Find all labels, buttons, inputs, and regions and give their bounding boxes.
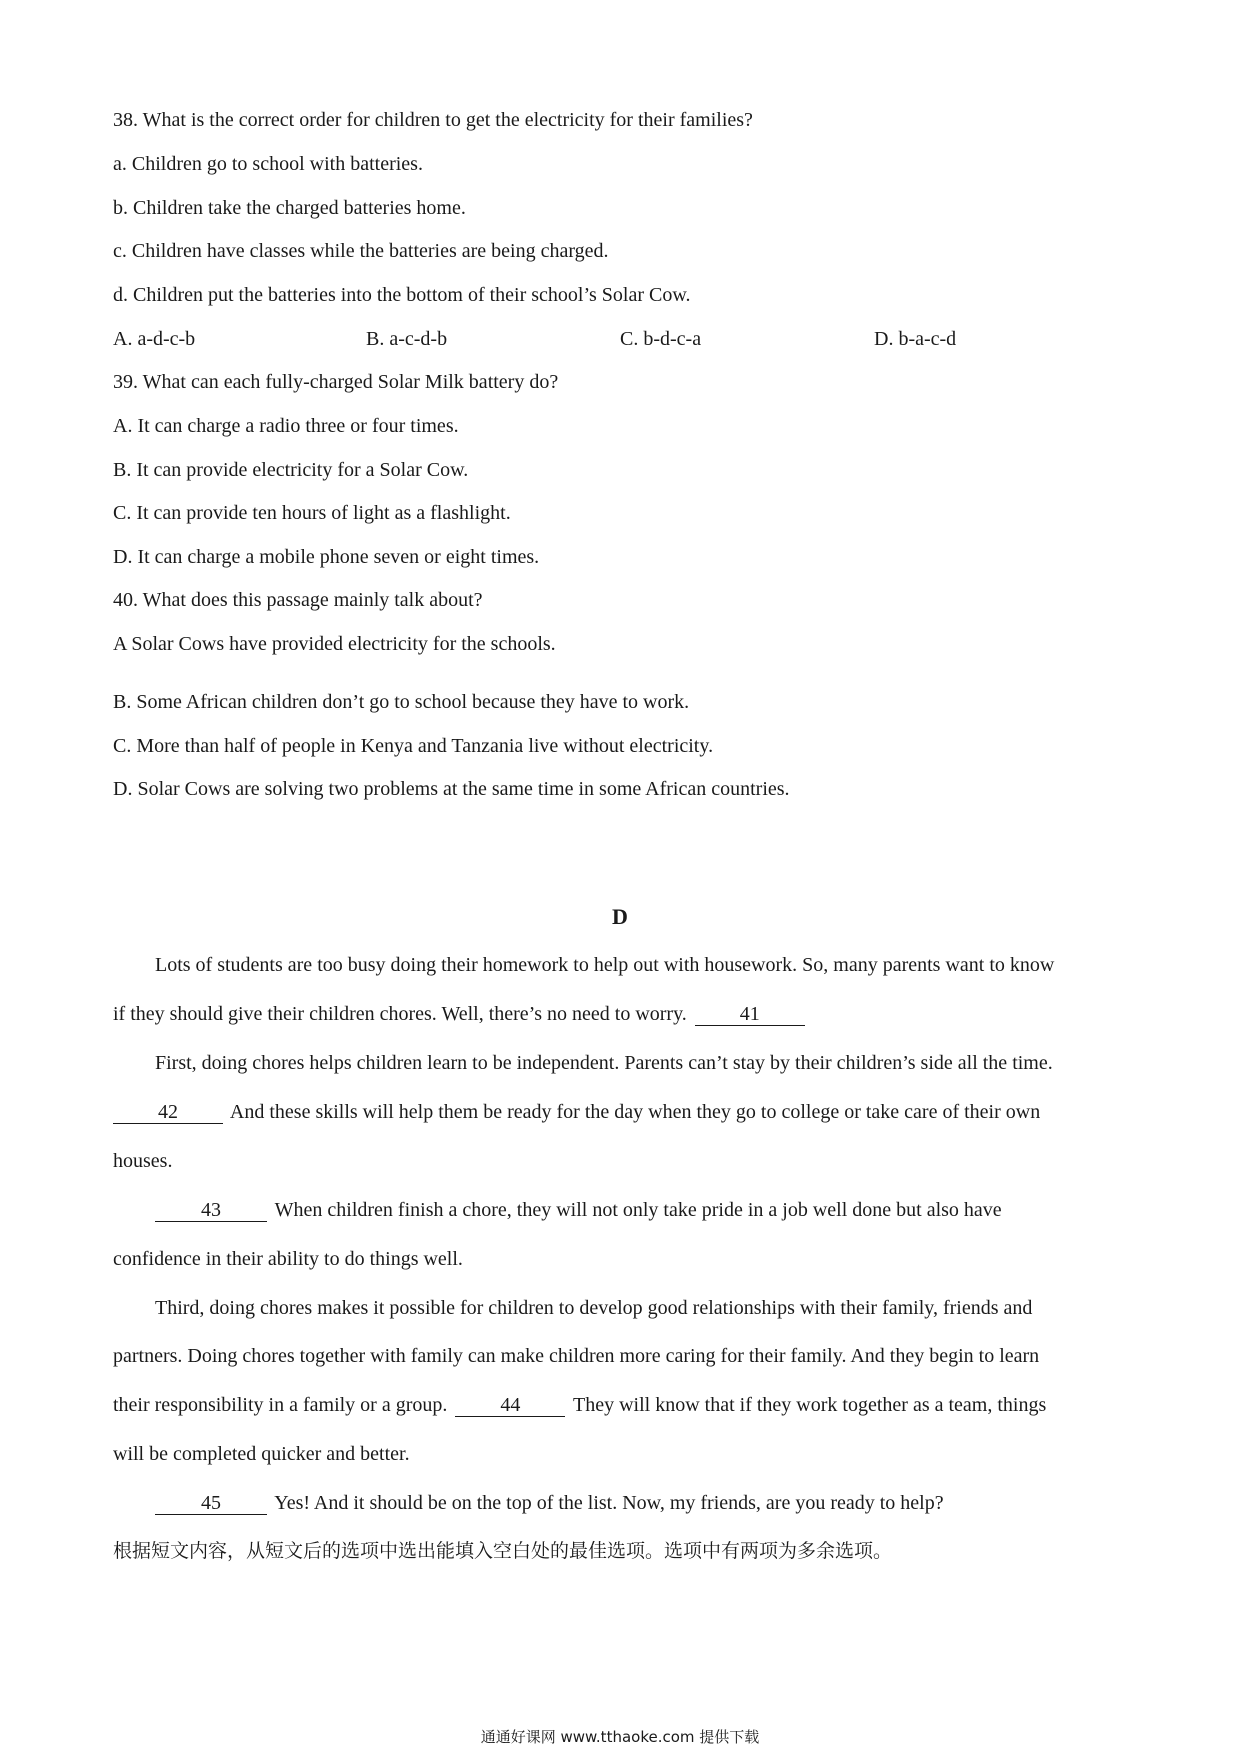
q40-stem: 40. What does this passage mainly talk about? <box>113 589 483 611</box>
blank-42: 42 <box>113 1101 223 1124</box>
passage-p4-line4: will be completed quicker and better. <box>113 1443 410 1465</box>
blank-44: 44 <box>455 1394 565 1417</box>
passage-p5-text: Yes! And it should be on the top of the list. Now, my friends, are you ready to help? <box>274 1492 944 1514</box>
q38-item-c: c. Children have classes while the batteries are being charged. <box>113 240 609 262</box>
footer-credit: 通通好课网 www.tthaoke.com 提供下载 <box>480 1728 760 1746</box>
passage-p5-line1 <box>155 1490 944 1516</box>
q38-stem: 38. What is the correct order for children to get the electricity for their families? <box>113 109 753 131</box>
q40-option-c: C. More than half of people in Kenya and Tanzania live without electricity. <box>113 735 714 757</box>
q38-option-d: D. b-a-c-d <box>874 328 957 350</box>
passage-p2-line3: houses. <box>113 1150 173 1172</box>
q39-option-c: C. It can provide ten hours of light as a flashlight. <box>113 502 511 524</box>
passage-p3-line1 <box>155 1197 1002 1223</box>
q38-option-b: B. a-c-d-b <box>366 328 448 350</box>
blank-43: 43 <box>155 1199 267 1222</box>
passage-p2-text: And these skills will help them be ready for the day when they go to college or take care of their own <box>229 1101 1041 1123</box>
passage-p4-text-a: their responsibility in a family or a group. <box>113 1394 448 1416</box>
q38-item-b: b. Children take the charged batteries home. <box>113 197 466 219</box>
q38-item-d: d. Children put the batteries into the bottom of their school’s Solar Cow. <box>113 284 691 306</box>
passage-p3-line2: confidence in their ability to do things well. <box>113 1248 463 1270</box>
passage-p3-text: When children finish a chore, they will not only take pride in a job well done but also have <box>274 1199 1002 1221</box>
passage-p1-line2 <box>113 1001 808 1027</box>
passage-p2-line2 <box>113 1099 1040 1125</box>
blank-41: 41 <box>695 1003 805 1026</box>
section-title: D <box>612 904 628 929</box>
passage-p4-line3 <box>113 1392 1046 1418</box>
passage-p1-line1: Lots of students are too busy doing their homework to help out with housework. So, many parents want to know <box>155 954 1055 976</box>
passage-p2-line1: First, doing chores helps children learn to be independent. Parents can’t stay by their children’s side all the time. <box>155 1052 1053 1074</box>
blank-45: 45 <box>155 1492 267 1515</box>
passage-p4-line1: Third, doing chores makes it possible for children to develop good relationships with their family, friends and <box>155 1297 1033 1319</box>
q40-option-a: A Solar Cows have provided electricity for the schools. <box>113 633 556 655</box>
passage-p4-text-b: They will know that if they work together as a team, things <box>573 1394 1047 1416</box>
q40-option-d: D. Solar Cows are solving two problems at the same time in some African countries. <box>113 778 790 800</box>
passage-p4-line2: partners. Doing chores together with family can make children more caring for their family. And they begin to learn <box>113 1345 1040 1367</box>
q38-option-c: C. b-d-c-a <box>620 328 702 350</box>
instruction-text: 根据短文内容，从短文后的选项中选出能填入空白处的最佳选项。选项中有两项为多余选项。 <box>113 1540 893 1562</box>
q40-option-b: B. Some African children don’t go to school because they have to work. <box>113 691 690 713</box>
q38-option-a: A. a-d-c-b <box>113 328 196 350</box>
q39-stem: 39. What can each fully-charged Solar Milk battery do? <box>113 371 559 393</box>
q38-item-a: a. Children go to school with batteries. <box>113 153 423 175</box>
q39-option-a: A. It can charge a radio three or four times. <box>113 415 459 437</box>
q39-option-b: B. It can provide electricity for a Solar Cow. <box>113 459 469 481</box>
q39-option-d: D. It can charge a mobile phone seven or eight times. <box>113 546 540 568</box>
passage-p1-text: if they should give their children chores. Well, there’s no need to worry. <box>113 1003 687 1025</box>
